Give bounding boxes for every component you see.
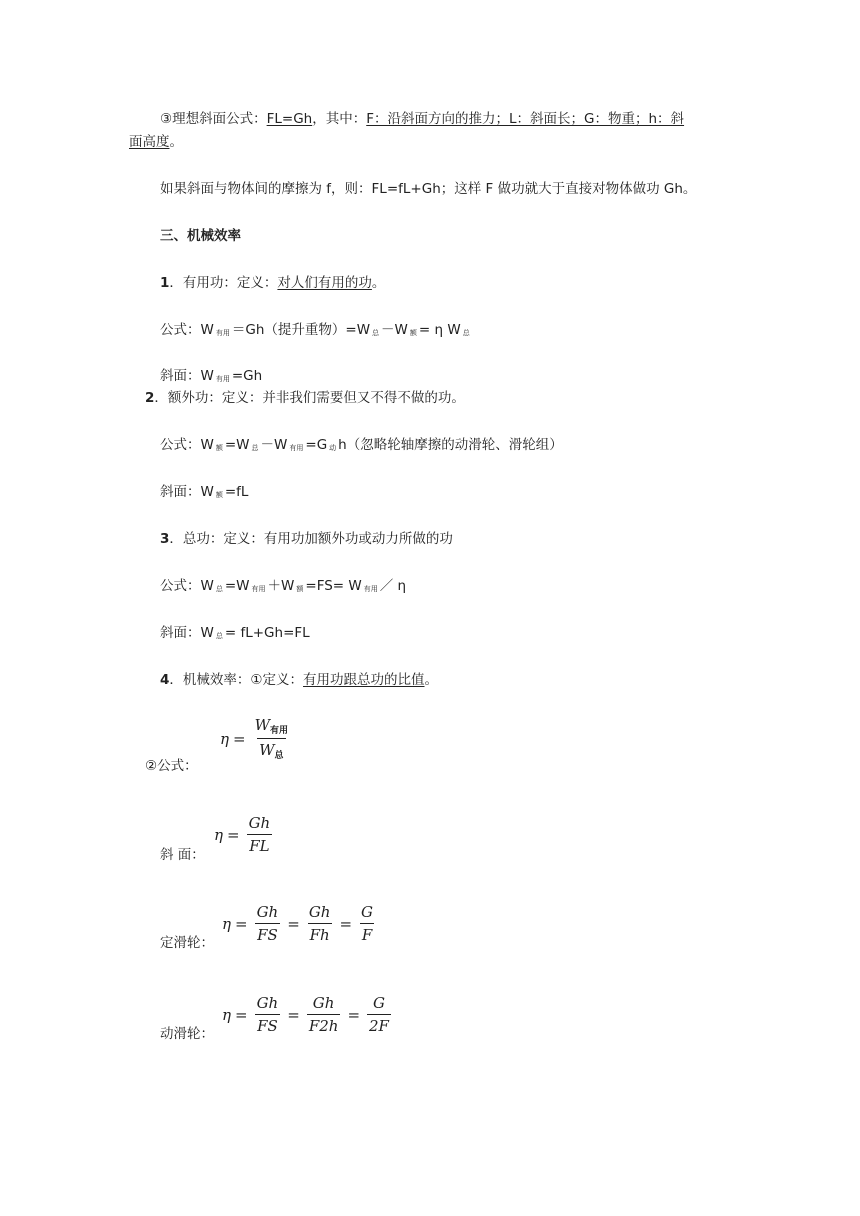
total-work-definition: 3．总功：定义：有用功加额外功或动力所做的功 [160, 531, 453, 547]
incline-formula-line-cont: 面高度。 [129, 134, 183, 150]
extra-work-incline: 斜面：W 额 =fL [160, 484, 249, 500]
efficiency-formula-label: ②公式： [145, 758, 198, 774]
incline-variable-definitions: F：沿斜面方向的推力；L：斜面长；G：物重；h：斜 [366, 111, 685, 127]
efficiency-general-formula: η = $\frac{W_{有用}}{W_总}$ [220, 716, 289, 761]
efficiency-definition: 4．机械效率：①定义：有用功跟总功的比值。 [160, 672, 439, 688]
friction-paragraph: 如果斜面与物体间的摩擦为 f，则：FL=fL+Gh；这样 F 做功就大于直接对物体做功 Gh。 [160, 181, 697, 197]
section-heading-efficiency: 三、机械效率 [160, 228, 241, 244]
efficiency-fixed-pulley-formula: η = $\frac{Gh}{FS}$ = $\frac{Gh}{Fh}$ = $\frac{G}{F}$ [222, 903, 374, 944]
ideal-incline-formula: FL=Gh [266, 111, 313, 127]
useful-work-incline: 斜面：W 有用 =Gh [160, 368, 263, 384]
extra-work-formula: 公式：W 额 =W 总 －W 有用 =G 动 h（忽略轮轴摩擦的动滑轮、滑轮组） [160, 437, 563, 453]
efficiency-movable-pulley-formula: η = $\frac{Gh}{FS}$ = $\frac{Gh}{F2h}$ = $\frac{G}{2F}$ [222, 994, 389, 1035]
total-work-incline: 斜面：W 总 = fL+Gh=FL [160, 625, 310, 641]
efficiency-fixed-pulley-label: 定滑轮： [160, 935, 214, 951]
efficiency-incline-formula: η = $\frac{Gh}{FL}$ [214, 814, 271, 855]
incline-formula-line: ③理想斜面公式：FL=Gh，其中：F：沿斜面方向的推力；L：斜面长；G：物重；h：斜 [160, 111, 685, 127]
useful-work-formula: 公式：W 有用 ＝Gh（提升重物）=W 总 －W 额 = η W 总 [160, 322, 470, 338]
efficiency-movable-pulley-label: 动滑轮： [160, 1026, 214, 1042]
total-work-formula: 公式：W 总 =W 有用 ＋W 额 =FS= W 有用 ／ η [160, 578, 407, 594]
useful-work-definition: 1．有用功：定义：对人们有用的功。 [160, 275, 386, 291]
efficiency-incline-label: 斜 面： [160, 847, 205, 863]
extra-work-definition: 2．额外功：定义：并非我们需要但又不得不做的功。 [145, 390, 465, 406]
